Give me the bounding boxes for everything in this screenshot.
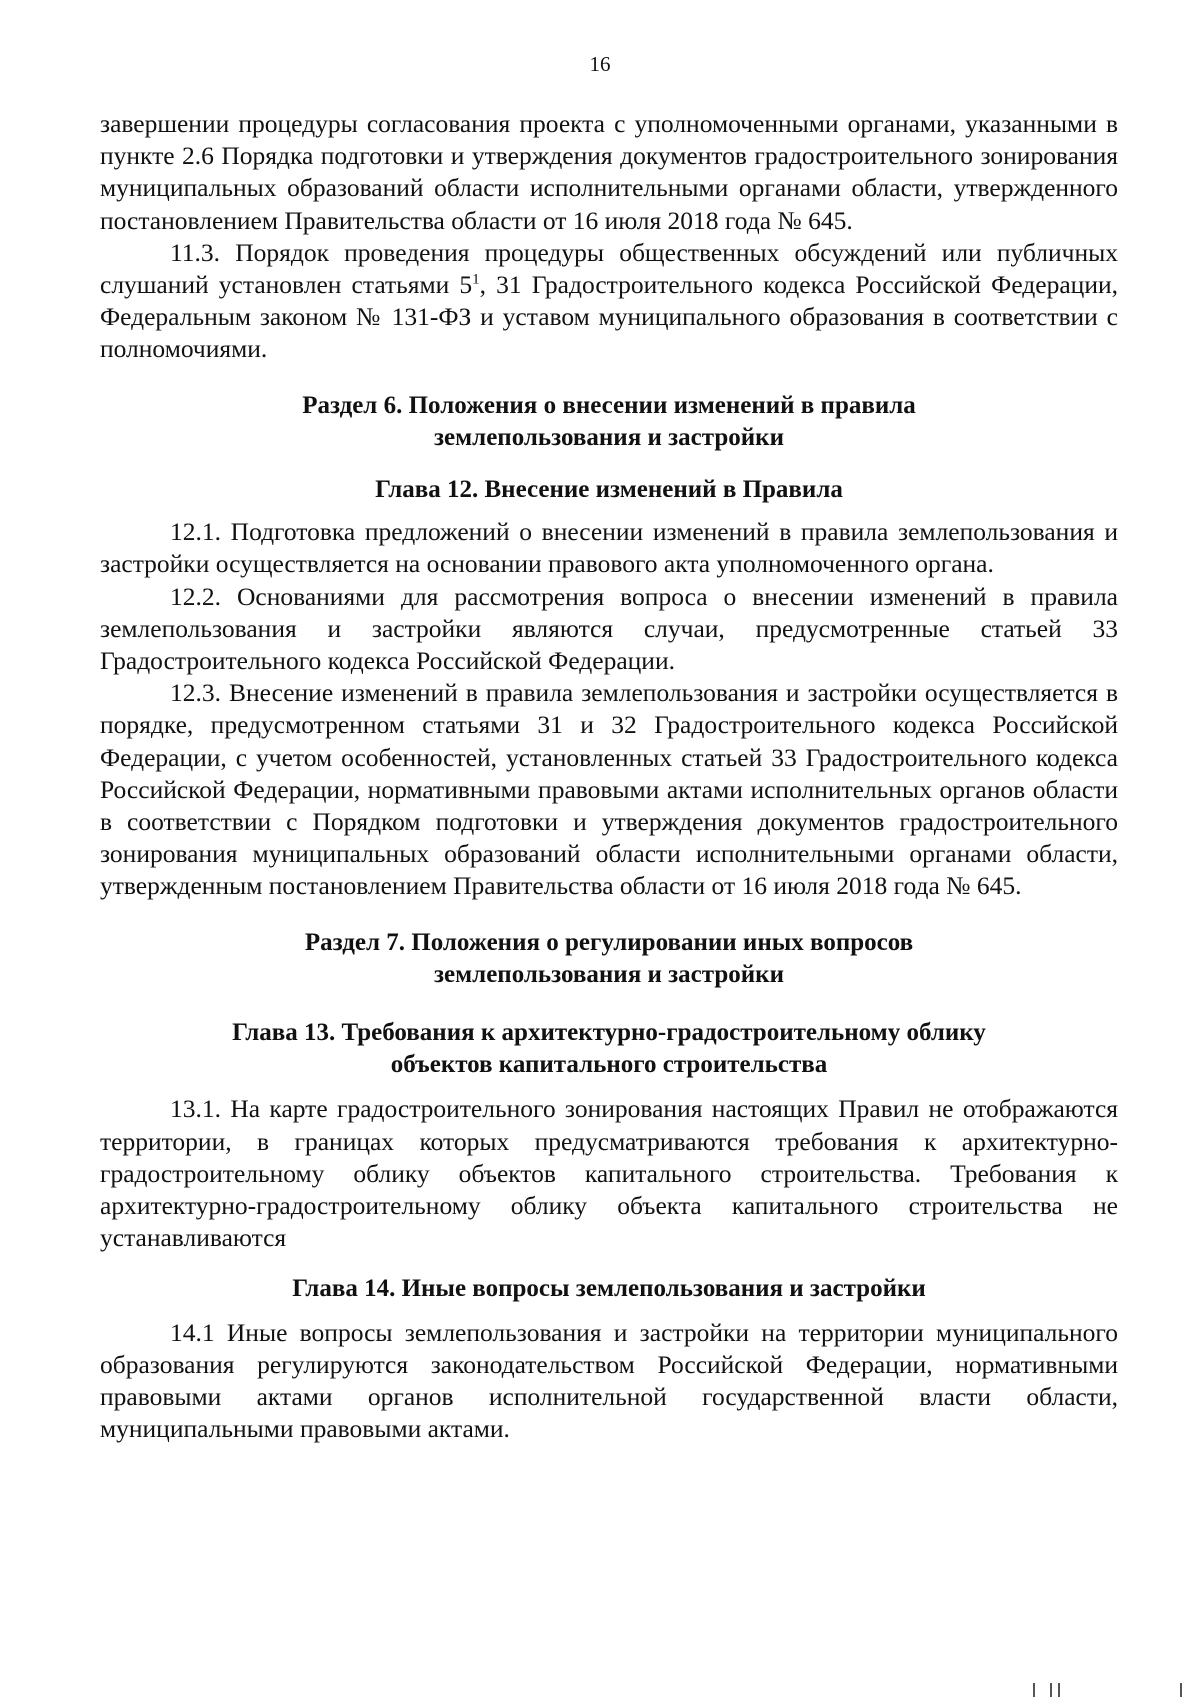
scan-artifact <box>1033 1683 1035 1697</box>
chapter-12-heading: Глава 12. Внесение изменений в Правила <box>375 476 843 504</box>
scan-artifact <box>1058 1683 1060 1697</box>
section-7-heading-line-2: землепользования и застройки <box>434 960 784 988</box>
chapter-14-heading: Глава 14. Иные вопросы землепользования и застройки <box>292 1274 926 1302</box>
section-6-heading <box>100 390 1118 454</box>
paragraph-11-3-text-start: 11.3. Порядок проведения процедуры общественных обсуждений или публичных слушаний установлен статьями 5 <box>100 237 1118 300</box>
section-7-heading <box>100 927 1118 991</box>
chapter-13-heading-line-2: объектов капитального строительства <box>390 1051 828 1079</box>
section-6-heading-line-2: землепользования и застройки <box>434 423 784 451</box>
paragraph-14-1: 14.1 Иные вопросы землепользования и застройки на территории муниципального образования регулируются законодательством Российской Федерации, нормативными правовыми актами органов исполнительной государственной власти области, муниципальными правовыми актами. <box>100 1317 1118 1444</box>
paragraph-13-1: 13.1. На карте градостроительного зонирования настоящих Правил не отображаются территории, в границах которых предусматриваются требования к архитектурно-градостроительному облику объектов капитального строительства. Требования к архитектурно-градостроительному облику объекта капитального строительства не устанавливаются <box>100 1094 1118 1253</box>
paragraph-continuation: завершении процедуры согласования проекта с уполномоченными органами, указанными в пункте 2.6 Порядка подготовки и утверждения документов градостроительного зонирования муниципальных образований области исполнительными органами области, утвержденного постановлением Правительства области от 16 июля 2018 года № 645. <box>100 109 1118 235</box>
chapter-13-heading <box>100 1017 1118 1081</box>
chapter-13-heading-line-1: Глава 13. Требования к архитектурно-градостроительному облику <box>232 1019 986 1047</box>
section-6-heading-line-1: Раздел 6. Положения о внесении изменений в правила <box>302 391 916 419</box>
paragraph-12-3: 12.3. Внесение изменений в правила землепользования и застройки осуществляется в порядке, предусмотренном статьями 31 и 32 Градостроительного кодекса Российской Федерации, с учетом особенностей, установленных статьей 33 Градостроительного кодекса Российской Федерации, нормативными правовыми актами исполнительных органов области в соответствии с Порядком подготовки и утверждения документов градостроительного зонирования муниципальных образований области исполнительными органами области, утвержденным постановлением Правительства области от 16 июля 2018 года № 645. <box>100 678 1118 901</box>
paragraph-12-2: 12.2. Основаниями для рассмотрения вопроса о внесении изменений в правила землепользования и застройки являются случаи, предусмотренные статьей 33 Градостроительного кодекса Российской Федерации. <box>100 581 1118 676</box>
superscript-index: 1 <box>472 271 480 288</box>
paragraph-12-1: 12.1. Подготовка предложений о внесении изменений в правила землепользования и застройки осуществляется на основании правового акта уполномоченного органа. <box>100 517 1118 579</box>
scan-artifact <box>1050 1683 1052 1697</box>
scan-artifact <box>1180 1683 1182 1697</box>
paragraph-11-3 <box>100 237 1118 366</box>
section-7-heading-line-1: Раздел 7. Положения о регулировании иных вопросов <box>304 928 914 956</box>
page-number: 16 <box>589 52 611 76</box>
document-body <box>100 108 1118 1446</box>
paragraph-11-3-text-end: , 31 Градостроительного кодекса Российской Федерации, Федеральным законом № 131-ФЗ и уставом муниципального образования в соответствии с полномочиями. <box>100 270 1118 364</box>
